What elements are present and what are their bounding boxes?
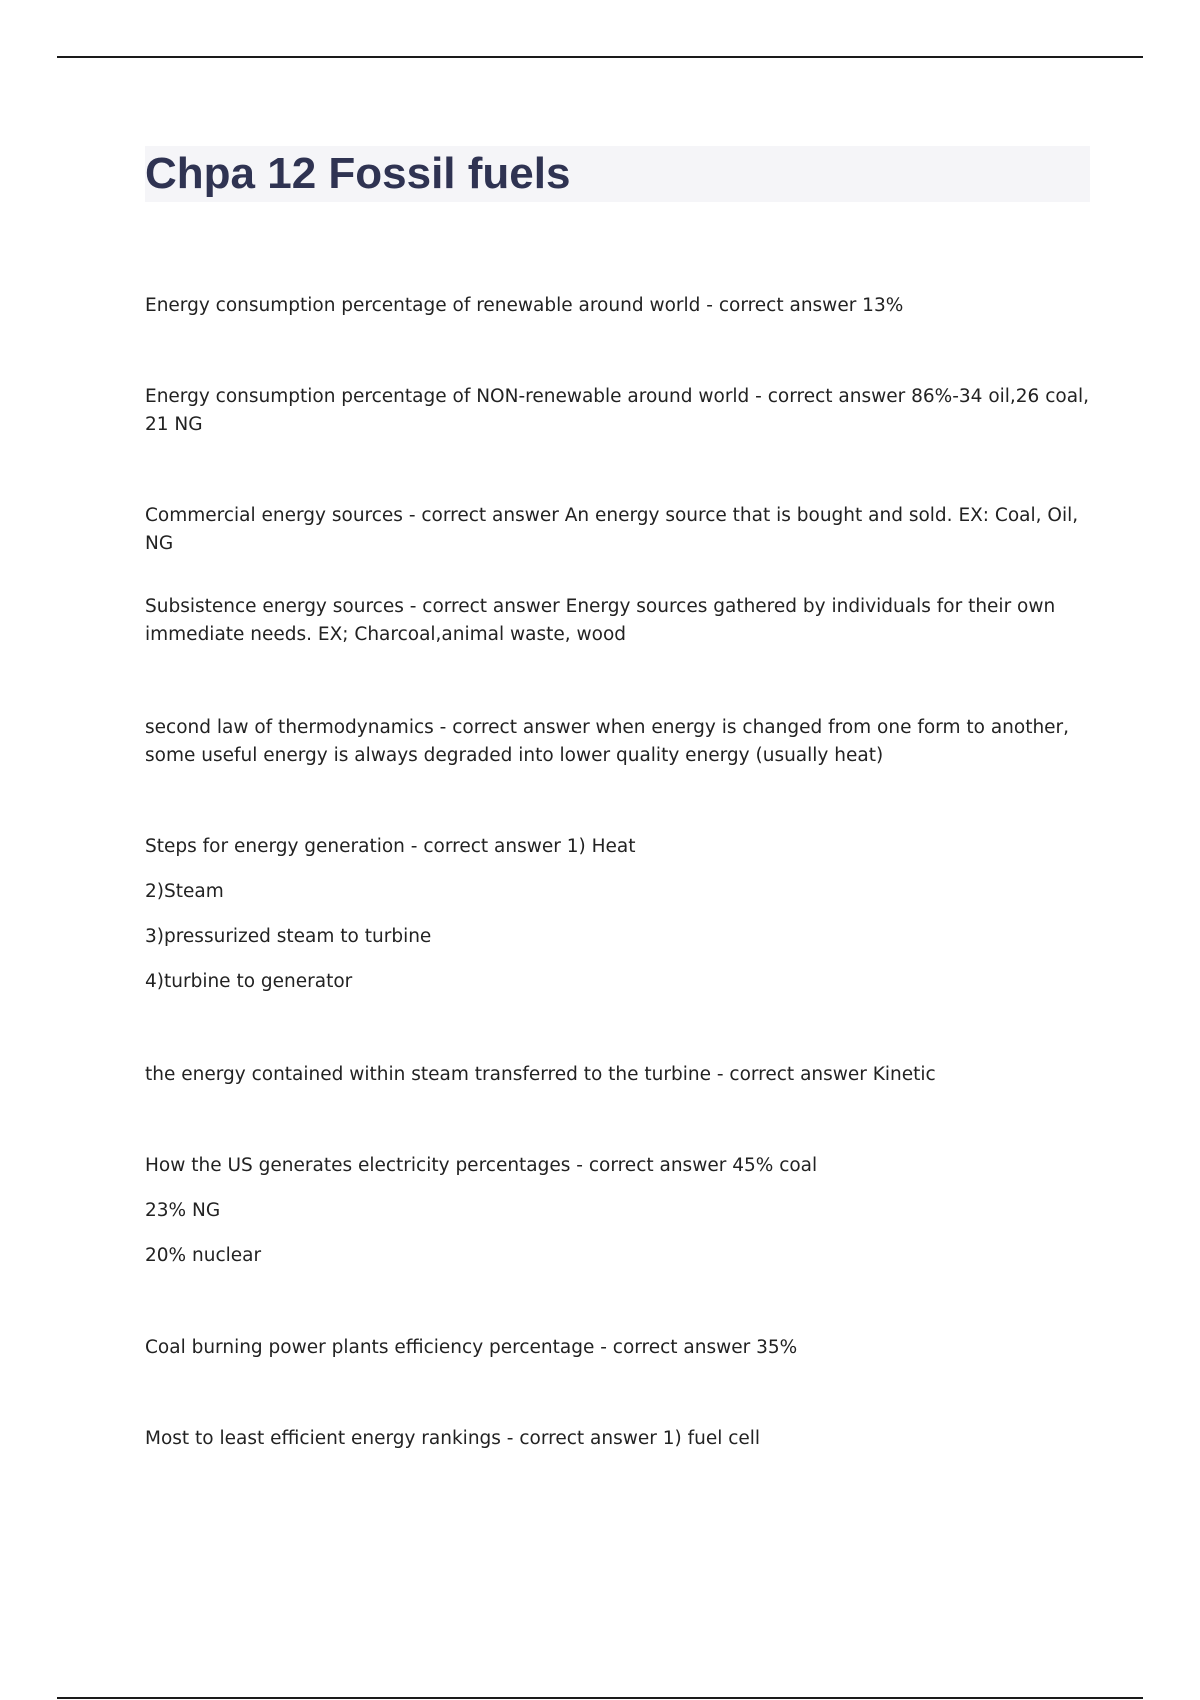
entry-line: 4)turbine to generator bbox=[145, 971, 353, 992]
qa-entry-6 bbox=[145, 833, 1090, 996]
document-title: Chpa 12 Fossil fuels bbox=[145, 149, 571, 198]
entry-line: 23% NG bbox=[145, 1200, 221, 1221]
qa-entry-10 bbox=[145, 1425, 1090, 1453]
entry-line: second law of thermodynamics - correct answer when energy is changed from one form to another, some useful energy is always degraded into lower quality energy (usually heat) bbox=[145, 717, 1070, 766]
entry-line: How the US generates electricity percentages - correct answer 45% coal bbox=[145, 1155, 818, 1176]
entry-line: 20% nuclear bbox=[145, 1245, 262, 1266]
qa-entry-1 bbox=[145, 292, 1090, 320]
entry-line: 2)Steam bbox=[145, 881, 224, 902]
entry-line: Coal burning power plants efficiency percentage - correct answer 35% bbox=[145, 1337, 798, 1358]
qa-entry-2 bbox=[145, 383, 1090, 439]
top-rule bbox=[57, 56, 1143, 58]
entry-line: Subsistence energy sources - correct answer Energy sources gathered by individuals for their own immediate needs. EX; Charcoal,animal waste, wood bbox=[145, 596, 1056, 645]
qa-entry-7 bbox=[145, 1061, 1090, 1089]
qa-entry-3 bbox=[145, 502, 1090, 558]
qa-entry-9 bbox=[145, 1334, 1090, 1362]
entry-line: Commercial energy sources - correct answer An energy source that is bought and sold. EX: Coal, Oil, NG bbox=[145, 505, 1079, 554]
qa-entry-5 bbox=[145, 714, 1090, 770]
entry-line: Energy consumption percentage of renewable around world - correct answer 13% bbox=[145, 295, 904, 316]
qa-entry-4 bbox=[145, 593, 1090, 649]
entry-line: 3)pressurized steam to turbine bbox=[145, 926, 432, 947]
entry-line: the energy contained within steam transferred to the turbine - correct answer Kinetic bbox=[145, 1064, 936, 1085]
qa-entry-8 bbox=[145, 1152, 1090, 1270]
bottom-rule bbox=[57, 1697, 1143, 1699]
entry-line: Most to least efficient energy rankings - correct answer 1) fuel cell bbox=[145, 1428, 761, 1449]
entry-line: Steps for energy generation - correct answer 1) Heat bbox=[145, 836, 636, 857]
entry-line: Energy consumption percentage of NON-renewable around world - correct answer 86%-34 oil,26 coal, 21 NG bbox=[145, 386, 1090, 435]
